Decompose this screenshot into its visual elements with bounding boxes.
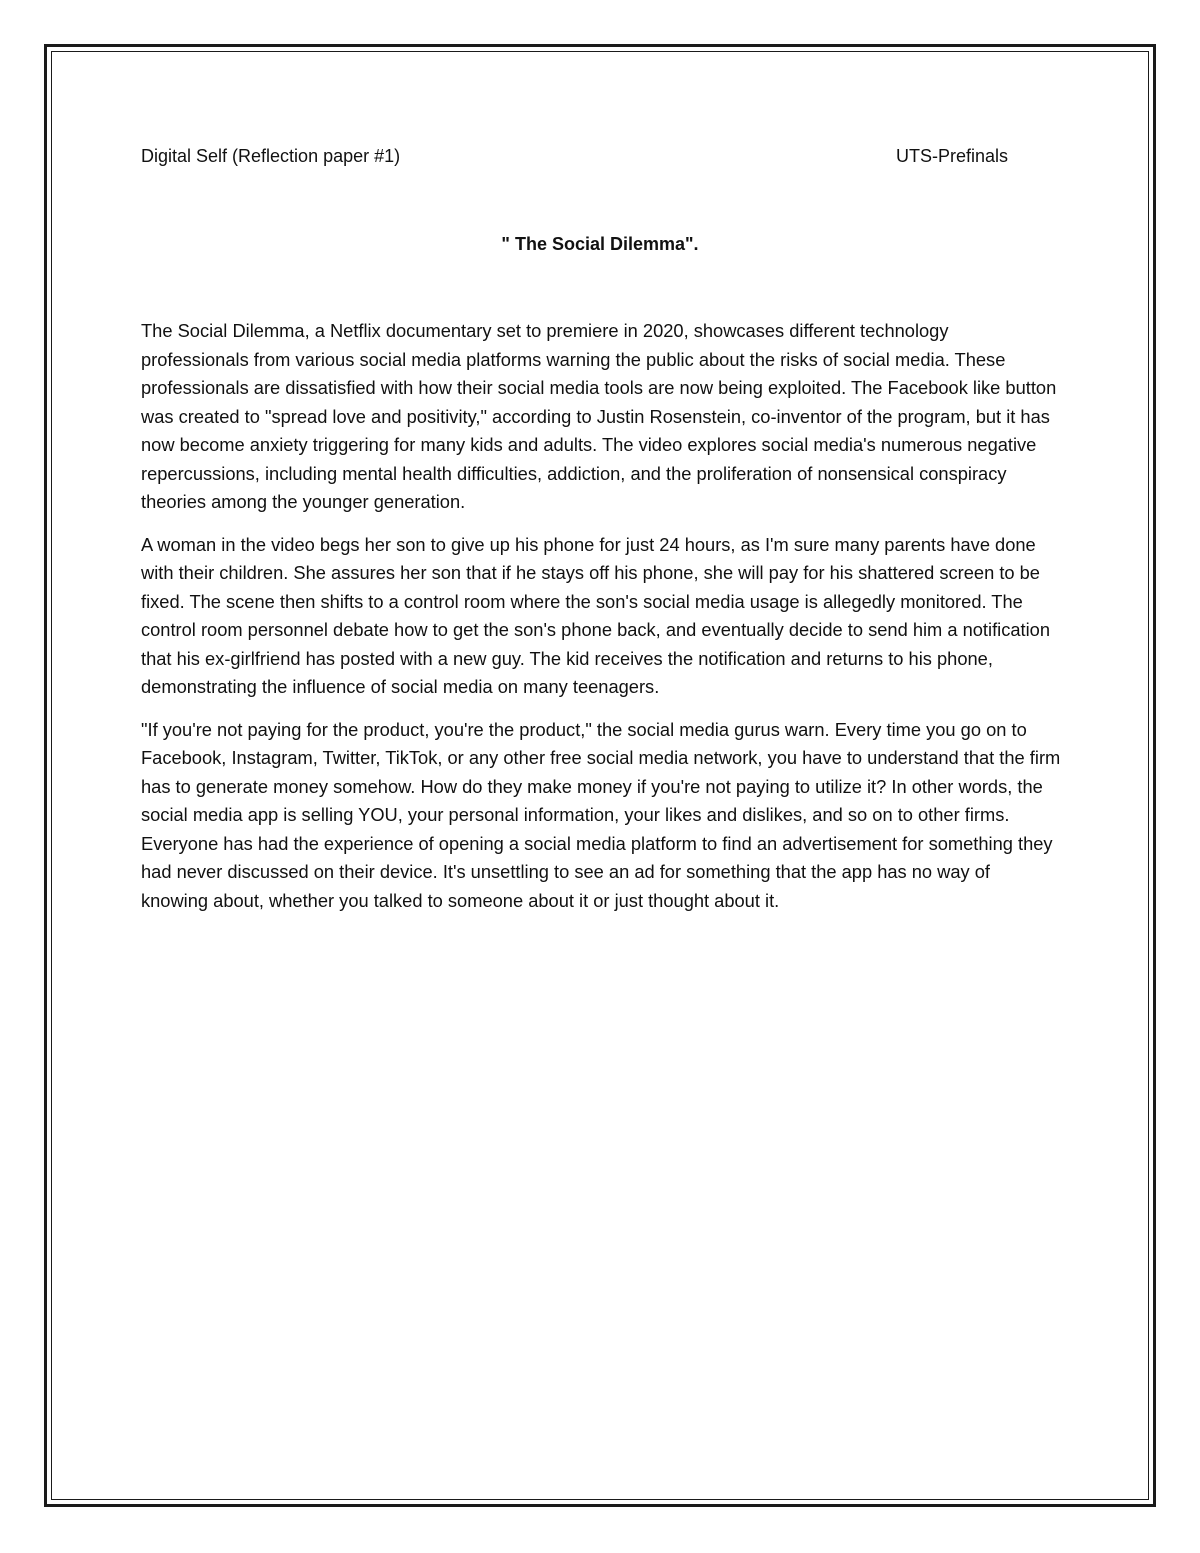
document-body (141, 317, 1061, 929)
paragraph-2: A woman in the video begs her son to give up his phone for just 24 hours, as I'm sure many parents have done with their children. She assures her son that if he stays off his phone, she will pay for his shattered screen to be fixed. The scene then shifts to a control room where the son's social media usage is allegedly monitored. The control room personnel debate how to get the son's phone back, and eventually decide to send him a notification that his ex-girlfriend has posted with a new guy. The kid receives the notification and returns to his phone, demonstrating the influence of social media on many teenagers. (141, 533, 1051, 697)
header-course-title: Digital Self (Reflection paper #1) (141, 146, 401, 166)
document-title: " The Social Dilemma". (501, 234, 699, 254)
paragraph-1: The Social Dilemma, a Netflix documentary set to premiere in 2020, showcases different technology professionals from various social media platforms warning the public about the risks of social media. These professionals are dissatisfied with how their social media tools are now being exploited. The Facebook like button was created to "spread love and positivity," according to Justin Rosenstein, co-inventor of the program, but it has now become anxiety triggering for many kids and adults. The video explores social media's numerous negative repercussions, including mental health difficulties, addiction, and the proliferation of nonsensical conspiracy theories among the younger generation. (141, 320, 1057, 512)
paragraph-3: "If you're not paying for the product, you're the product," the social media gurus warn. Every time you go on to Facebook, Instagram, Twitter, TikTok, or any other free social media network, you have to understand that the firm has to generate money somehow. How do they make money if you're not paying to utilize it? In other words, the social media app is selling YOU, your personal information, your likes and dislikes, and so on to other firms. Everyone has had the experience of opening a social media platform to find an advertisement for something they had never discussed on their device. It's unsettling to see an ad for something that the app has no way of knowing about, whether you talked to someone about it or just thought about it. (141, 718, 1061, 911)
header-term: UTS-Prefinals (896, 146, 1009, 166)
